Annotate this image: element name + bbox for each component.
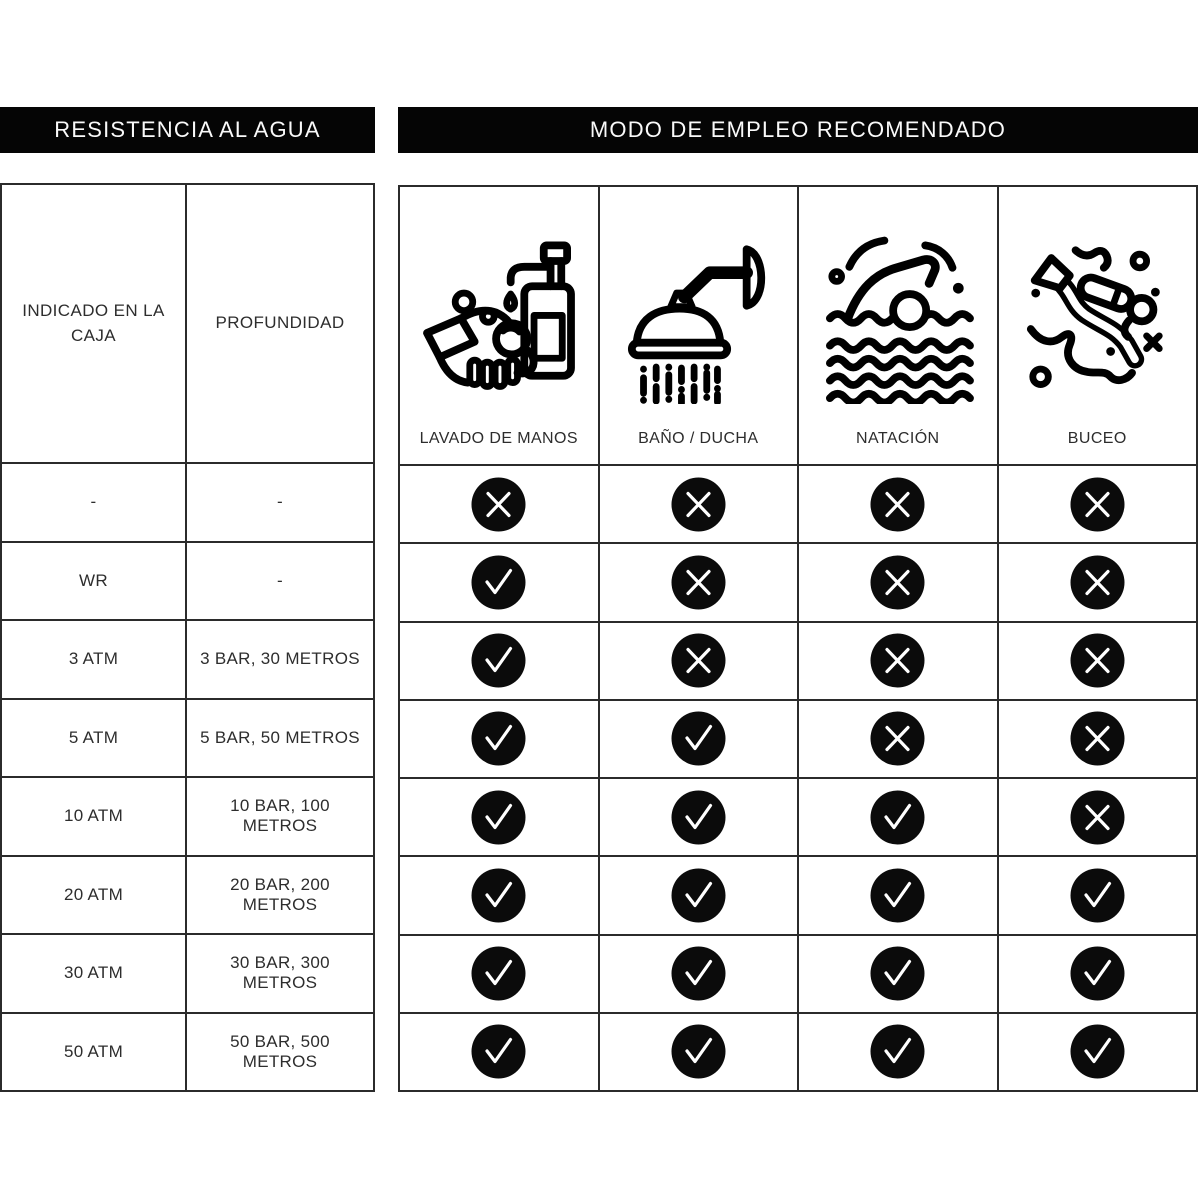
- usage-cell-allowed: [799, 936, 997, 1012]
- usage-cell-not-allowed: [400, 466, 598, 542]
- usage-cell-not-allowed: [999, 779, 1197, 855]
- usage-cell-allowed: [600, 779, 798, 855]
- column-header-marking: INDICADO EN LA CAJA: [2, 185, 185, 462]
- depth-cell: 10 BAR, 100 METROS: [187, 778, 373, 855]
- usage-cell-allowed: [799, 1014, 997, 1090]
- depth-cell: 30 BAR, 300 METROS: [187, 935, 373, 1012]
- usage-cell-allowed: [799, 857, 997, 933]
- check-icon: [1070, 868, 1125, 923]
- depth-cell: 5 BAR, 50 METROS: [187, 700, 373, 777]
- check-icon: [1070, 946, 1125, 1001]
- marking-cell: 20 ATM: [2, 857, 185, 934]
- usage-cell-not-allowed: [600, 466, 798, 542]
- usage-cell-allowed: [600, 701, 798, 777]
- check-icon: [671, 868, 726, 923]
- marking-cell: 3 ATM: [2, 621, 185, 698]
- check-icon: [471, 1024, 526, 1079]
- activity-header-shower: [600, 187, 798, 464]
- usage-recommendation-table: [398, 185, 1198, 1092]
- shower-icon: [619, 187, 777, 430]
- check-icon: [471, 946, 526, 1001]
- left-panel-title: RESISTENCIA AL AGUA: [54, 117, 321, 142]
- usage-cell-not-allowed: [600, 544, 798, 620]
- usage-cell-allowed: [400, 779, 598, 855]
- cross-icon: [870, 477, 925, 532]
- right-panel-title-bar: [398, 107, 1198, 153]
- activity-header-swimming: [799, 187, 997, 464]
- column-header-depth: PROFUNDIDAD: [187, 185, 373, 462]
- usage-cell-not-allowed: [999, 544, 1197, 620]
- marking-cell: -: [2, 464, 185, 541]
- left-panel-title-bar: [0, 107, 375, 153]
- usage-cell-allowed: [799, 779, 997, 855]
- marking-cell: WR: [2, 543, 185, 620]
- cross-icon: [1070, 555, 1125, 610]
- check-icon: [471, 555, 526, 610]
- usage-cell-not-allowed: [799, 466, 997, 542]
- check-icon: [671, 790, 726, 845]
- depth-cell: 20 BAR, 200 METROS: [187, 857, 373, 934]
- check-icon: [471, 868, 526, 923]
- check-icon: [671, 1024, 726, 1079]
- activity-label: NATACIÓN: [856, 430, 940, 447]
- usage-cell-not-allowed: [600, 623, 798, 699]
- check-icon: [870, 790, 925, 845]
- usage-cell-allowed: [999, 1014, 1197, 1090]
- activity-header-diving: [999, 187, 1197, 464]
- activity-header-hand-washing: [400, 187, 598, 464]
- check-icon: [671, 711, 726, 766]
- cross-icon: [1070, 711, 1125, 766]
- usage-cell-allowed: [400, 544, 598, 620]
- cross-icon: [870, 555, 925, 610]
- check-icon: [870, 946, 925, 1001]
- cross-icon: [671, 555, 726, 610]
- usage-cell-not-allowed: [799, 701, 997, 777]
- water-resistance-table: [0, 183, 375, 1092]
- usage-cell-allowed: [999, 857, 1197, 933]
- depth-cell: -: [187, 464, 373, 541]
- marking-cell: 10 ATM: [2, 778, 185, 855]
- cross-icon: [671, 477, 726, 532]
- activity-label: BAÑO / DUCHA: [638, 430, 759, 447]
- usage-cell-allowed: [999, 936, 1197, 1012]
- usage-cell-not-allowed: [799, 623, 997, 699]
- check-icon: [471, 633, 526, 688]
- usage-cell-allowed: [600, 857, 798, 933]
- check-icon: [870, 868, 925, 923]
- usage-cell-not-allowed: [999, 701, 1197, 777]
- usage-cell-not-allowed: [999, 623, 1197, 699]
- marking-cell: 50 ATM: [2, 1014, 185, 1091]
- scuba-diving-icon: [1018, 187, 1176, 430]
- check-icon: [671, 946, 726, 1001]
- usage-cell-not-allowed: [999, 466, 1197, 542]
- usage-cell-allowed: [400, 623, 598, 699]
- usage-cell-allowed: [400, 936, 598, 1012]
- right-panel-title: MODO DE EMPLEO RECOMENDADO: [589, 117, 1007, 142]
- cross-icon: [471, 477, 526, 532]
- marking-cell: 30 ATM: [2, 935, 185, 1012]
- cross-icon: [1070, 790, 1125, 845]
- depth-cell: 3 BAR, 30 METROS: [187, 621, 373, 698]
- activity-label: BUCEO: [1067, 430, 1127, 447]
- hand-washing-icon: [420, 187, 578, 430]
- check-icon: [1070, 1024, 1125, 1079]
- usage-cell-not-allowed: [799, 544, 997, 620]
- usage-cell-allowed: [400, 1014, 598, 1090]
- marking-cell: 5 ATM: [2, 700, 185, 777]
- usage-cell-allowed: [400, 701, 598, 777]
- cross-icon: [870, 711, 925, 766]
- usage-cell-allowed: [600, 936, 798, 1012]
- depth-cell: 50 BAR, 500 METROS: [187, 1014, 373, 1091]
- check-icon: [471, 711, 526, 766]
- cross-icon: [1070, 633, 1125, 688]
- check-icon: [870, 1024, 925, 1079]
- check-icon: [471, 790, 526, 845]
- swimming-icon: [819, 187, 977, 430]
- cross-icon: [1070, 477, 1125, 532]
- usage-cell-allowed: [600, 1014, 798, 1090]
- usage-cell-allowed: [400, 857, 598, 933]
- activity-label: LAVADO DE MANOS: [419, 430, 578, 447]
- cross-icon: [870, 633, 925, 688]
- depth-cell: -: [187, 543, 373, 620]
- cross-icon: [671, 633, 726, 688]
